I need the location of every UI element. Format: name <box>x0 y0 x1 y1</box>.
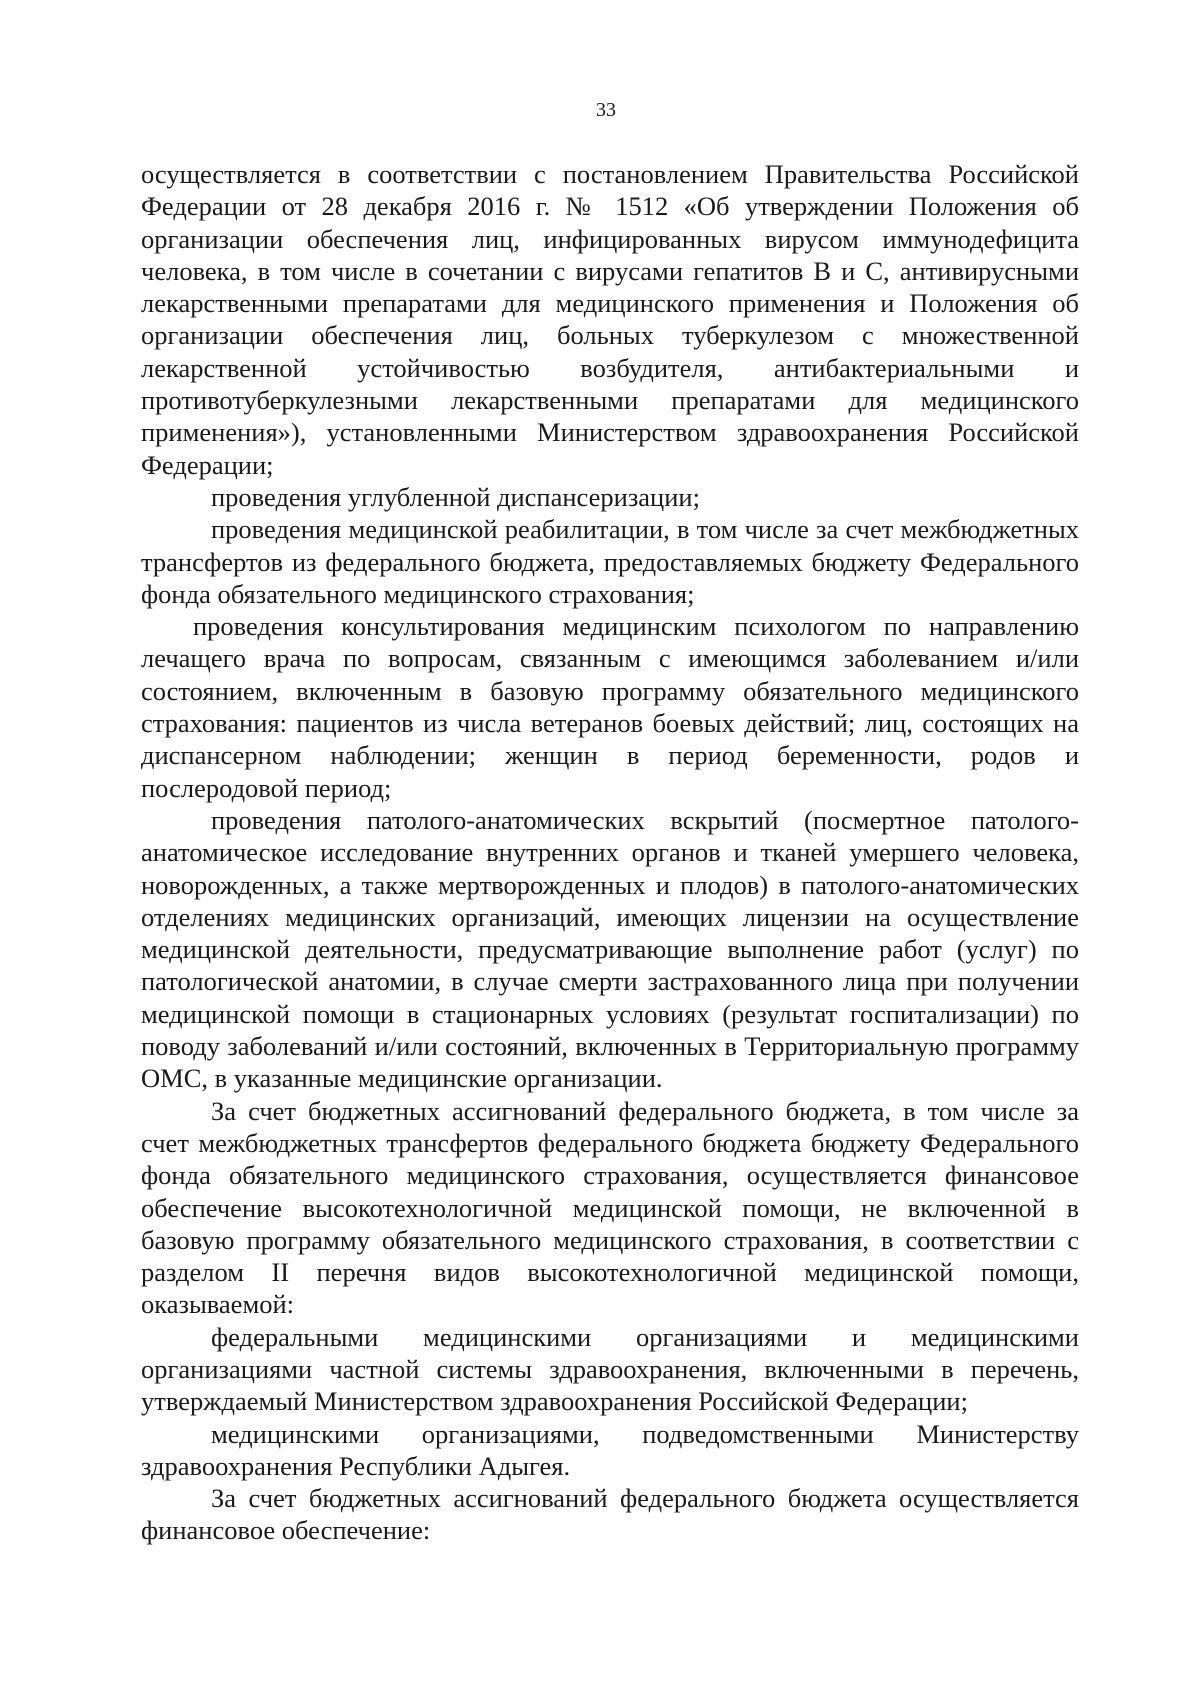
paragraph-9: За счет бюджетных ассигнований федерального бюджета осуществляется финансовое обеспечение: <box>141 1483 1079 1546</box>
page-number: 33 <box>596 99 616 121</box>
paragraph-4: проведения консультирования медицинским психологом по направлению лечащего врача по вопросам, связанным с имеющимся заболеванием и/или состоянием, включенным в базовую программу обязательного медицинского страхования: пациентов из числа ветеранов боевых действий; лиц, состоящих на диспансерном наблюдении; женщин в период беременности, родов и послеродовой период; <box>141 611 1079 803</box>
paragraph-1: осуществляется в соответствии с постановлением Правительства Российской Федерации от 28 декабря 2016 г. № 1512 «Об утверждении Положения об организации обеспечения лиц, инфицированных вирусом иммунодефицита человека, в том числе в сочетании с вирусами гепатитов B и C, антивирусными лекарственными препаратами для медицинского применения и Положения об организации обеспечения лиц, больных туберкулезом с множественной лекарственной устойчивостью возбудителя, антибактериальными и противотуберкулезными лекарственными препаратами для медицинского применения»), установленными Министерством здравоохранения Российской Федерации; <box>141 159 1079 480</box>
paragraph-5: проведения патолого-анатомических вскрытий (посмертное патолого-анатомическое исследование внутренних органов и тканей умершего человека, новорожденных, а также мертворожденных и плодов) в патолого-анатомических отделениях медицинских организаций, имеющих лицензии на осуществление медицинской деятельности, предусматривающие выполнение работ (услуг) по патологической анатомии, в случае смерти застрахованного лица при получении медицинской помощи в стационарных условиях (результат госпитализации) по поводу заболеваний и/или состояний, включенных в Территориальную программу ОМС, в указанные медицинские организации. <box>141 804 1079 1094</box>
paragraph-2: проведения углубленной диспансеризации; <box>211 481 700 512</box>
paragraph-6: За счет бюджетных ассигнований федерального бюджета, в том числе за счет межбюджетных трансфертов федерального бюджета бюджету Федерального фонда обязательного медицинского страхования, осуществляется финансовое обеспечение высокотехнологичной медицинской помощи, не включенной в базовую программу обязательного медицинского страхования, в соответствии с разделом II перечня видов высокотехнологичной медицинской помощи, оказываемой: <box>141 1095 1079 1320</box>
document-body <box>141 158 1079 1547</box>
paragraph-7: федеральными медицинскими организациями и медицинскими организациями частной системы здравоохранения, включенными в перечень, утверждаемый Министерством здравоохранения Российской Федерации; <box>141 1321 1079 1417</box>
paragraph-3: проведения медицинской реабилитации, в том числе за счет межбюджетных трансфертов из федерального бюджета, предоставляемых бюджету Федерального фонда обязательного медицинского страхования; <box>141 514 1079 609</box>
paragraph-8: медицинскими организациями, подведомственными Министерству здравоохранения Республики Адыгея. <box>141 1418 1079 1481</box>
